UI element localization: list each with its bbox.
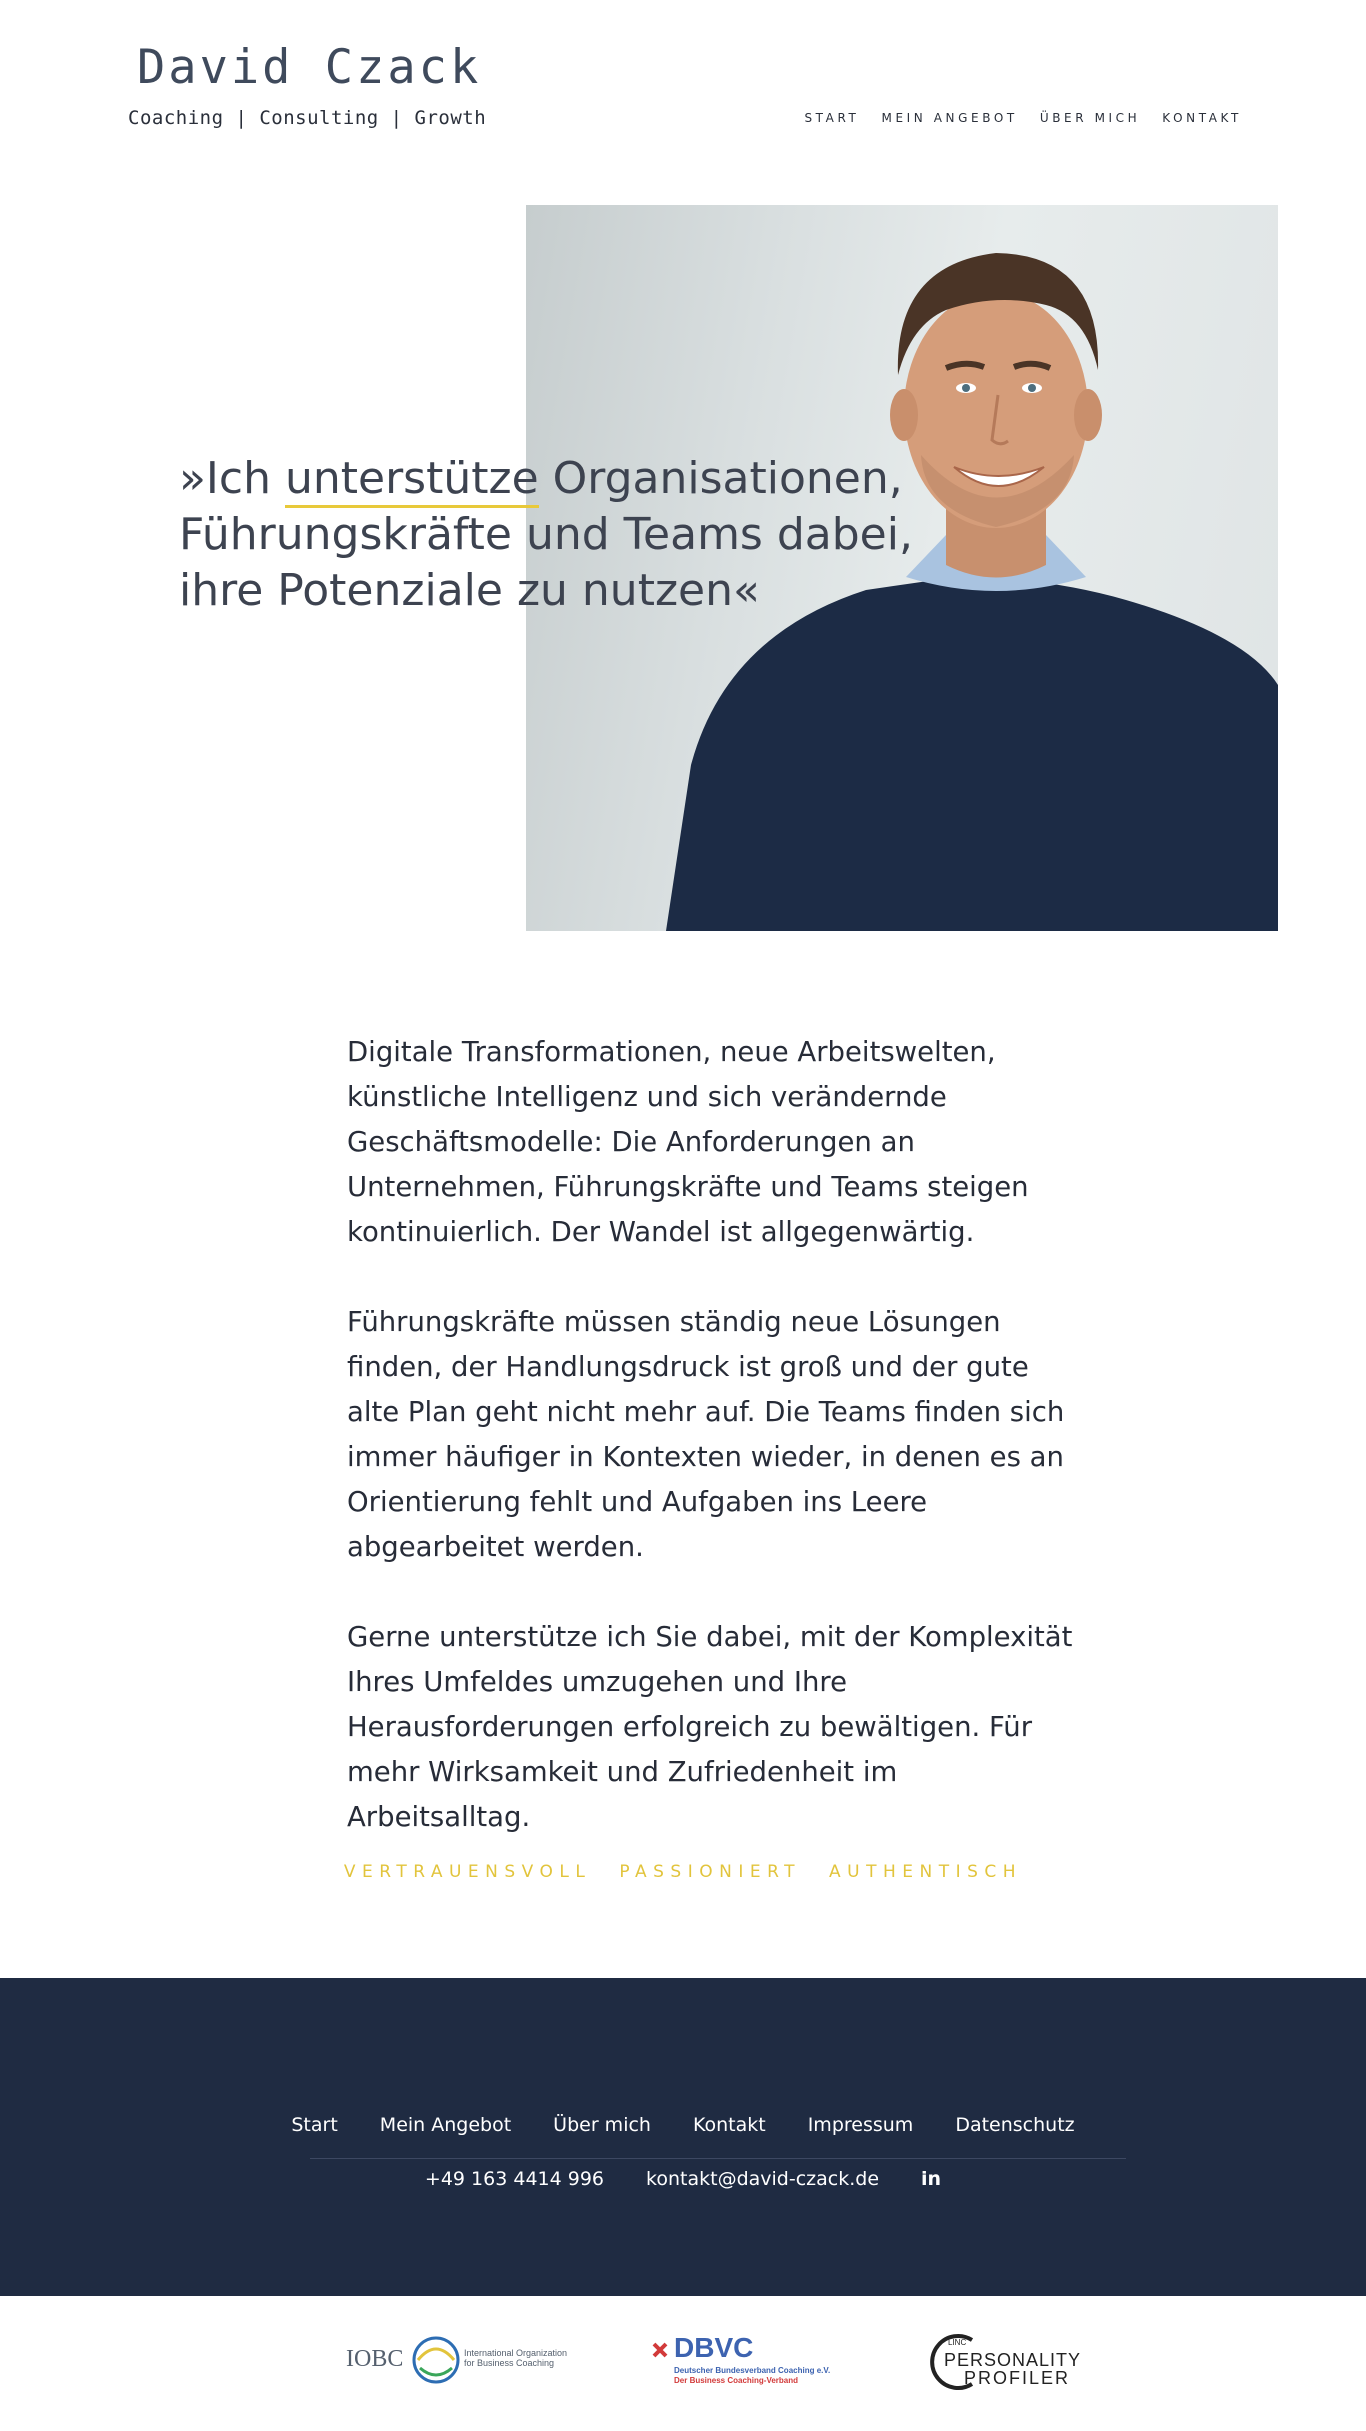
hero-quote-suffix: Organisationen, Führungskräfte und Teams dabei, ihre Potenziale zu nutzen« xyxy=(179,453,913,616)
value-keyword: VERTRAUENSVOLL xyxy=(343,1862,592,1882)
iobc-line1: International Organization xyxy=(464,2348,568,2358)
footer-link-datenschutz[interactable]: Datenschutz xyxy=(955,2114,1075,2136)
nav-link-kontakt[interactable]: KONTAKT xyxy=(1162,111,1242,125)
site-tagline: Coaching | Consulting | Growth xyxy=(128,107,487,129)
intro-paragraph: Führungskräfte müssen ständig neue Lösungen finden, der Handlungsdruck ist groß und der gute alte Plan geht nicht mehr auf. Die Teams finden sich immer häufiger in Kontexten wieder, in denen es an Orientierung fehlt und Aufgaben ins Leere abgearbeitet werden. xyxy=(347,1306,1065,1563)
dbvc-mark-icon xyxy=(650,2340,670,2360)
nav-link-start[interactable]: START xyxy=(804,111,860,125)
linc-line1: PERSONALITY xyxy=(944,2350,1082,2370)
footer-nav xyxy=(0,2114,1366,2136)
intro-paragraph: Digitale Transformationen, neue Arbeitswelten, künstliche Intelligenz und sich verändernde Geschäftsmodelle: Die Anforderungen an Unternehmen, Führungskräfte und Teams steigen kontinuierlich. Der Wandel ist allgegenwärtig. xyxy=(347,1036,1029,1248)
iobc-subtitle xyxy=(464,2348,594,2368)
iobc-globe-icon xyxy=(406,2330,466,2390)
values-row xyxy=(0,1862,1366,1882)
hero-quote-highlight: unterstütze xyxy=(285,453,539,508)
main-nav xyxy=(782,111,1242,125)
iobc-line2: for Business Coaching xyxy=(464,2358,555,2368)
dbvc-line2: Der Business Coaching-Verband xyxy=(674,2376,799,2385)
footer-contact xyxy=(0,2168,1366,2190)
footer-link-mein-angebot[interactable]: Mein Angebot xyxy=(379,2114,512,2136)
site-footer xyxy=(0,1978,1366,2296)
nav-link-ueber-mich[interactable]: ÜBER MICH xyxy=(1039,111,1141,125)
footer-phone[interactable]: +49 163 4414 996 xyxy=(424,2168,605,2190)
linc-line2: PROFILER xyxy=(964,2368,1071,2388)
footer-link-start[interactable]: Start xyxy=(291,2114,338,2136)
value-keyword: AUTHENTISCH xyxy=(829,1862,1023,1882)
linkedin-icon[interactable]: in xyxy=(921,2168,942,2190)
footer-link-kontakt[interactable]: Kontakt xyxy=(692,2114,766,2136)
hero-quote xyxy=(179,451,939,619)
linc-label: LINC xyxy=(948,2338,967,2347)
intro-text xyxy=(347,1030,1087,1885)
hero-quote-prefix: »Ich xyxy=(179,453,285,504)
nav-link-mein-angebot[interactable]: MEIN ANGEBOT xyxy=(881,111,1018,125)
footer-link-impressum[interactable]: Impressum xyxy=(807,2114,914,2136)
intro-paragraph: Gerne unterstütze ich Sie dabei, mit der Komplexität Ihres Umfeldes umzugehen und Ihre Herausforderungen erfolgreich zu bewältigen. Für mehr Wirksamkeit und Zufriedenheit im Arbeitsalltag. xyxy=(347,1621,1073,1833)
footer-email[interactable]: kontakt@david-czack.de xyxy=(646,2168,880,2190)
value-keyword: PASSIONIERT xyxy=(619,1862,802,1882)
partner-logos xyxy=(0,2296,1366,2431)
dbvc-line1: Deutscher Bundesverband Coaching e.V. xyxy=(674,2366,831,2375)
footer-divider xyxy=(310,2158,1126,2159)
footer-link-ueber-mich[interactable]: Über mich xyxy=(553,2114,651,2136)
dbvc-abbr: DBVC xyxy=(674,2332,754,2363)
iobc-abbr: IOBC xyxy=(346,2346,404,2372)
site-logo-name[interactable]: David Czack xyxy=(137,40,482,95)
